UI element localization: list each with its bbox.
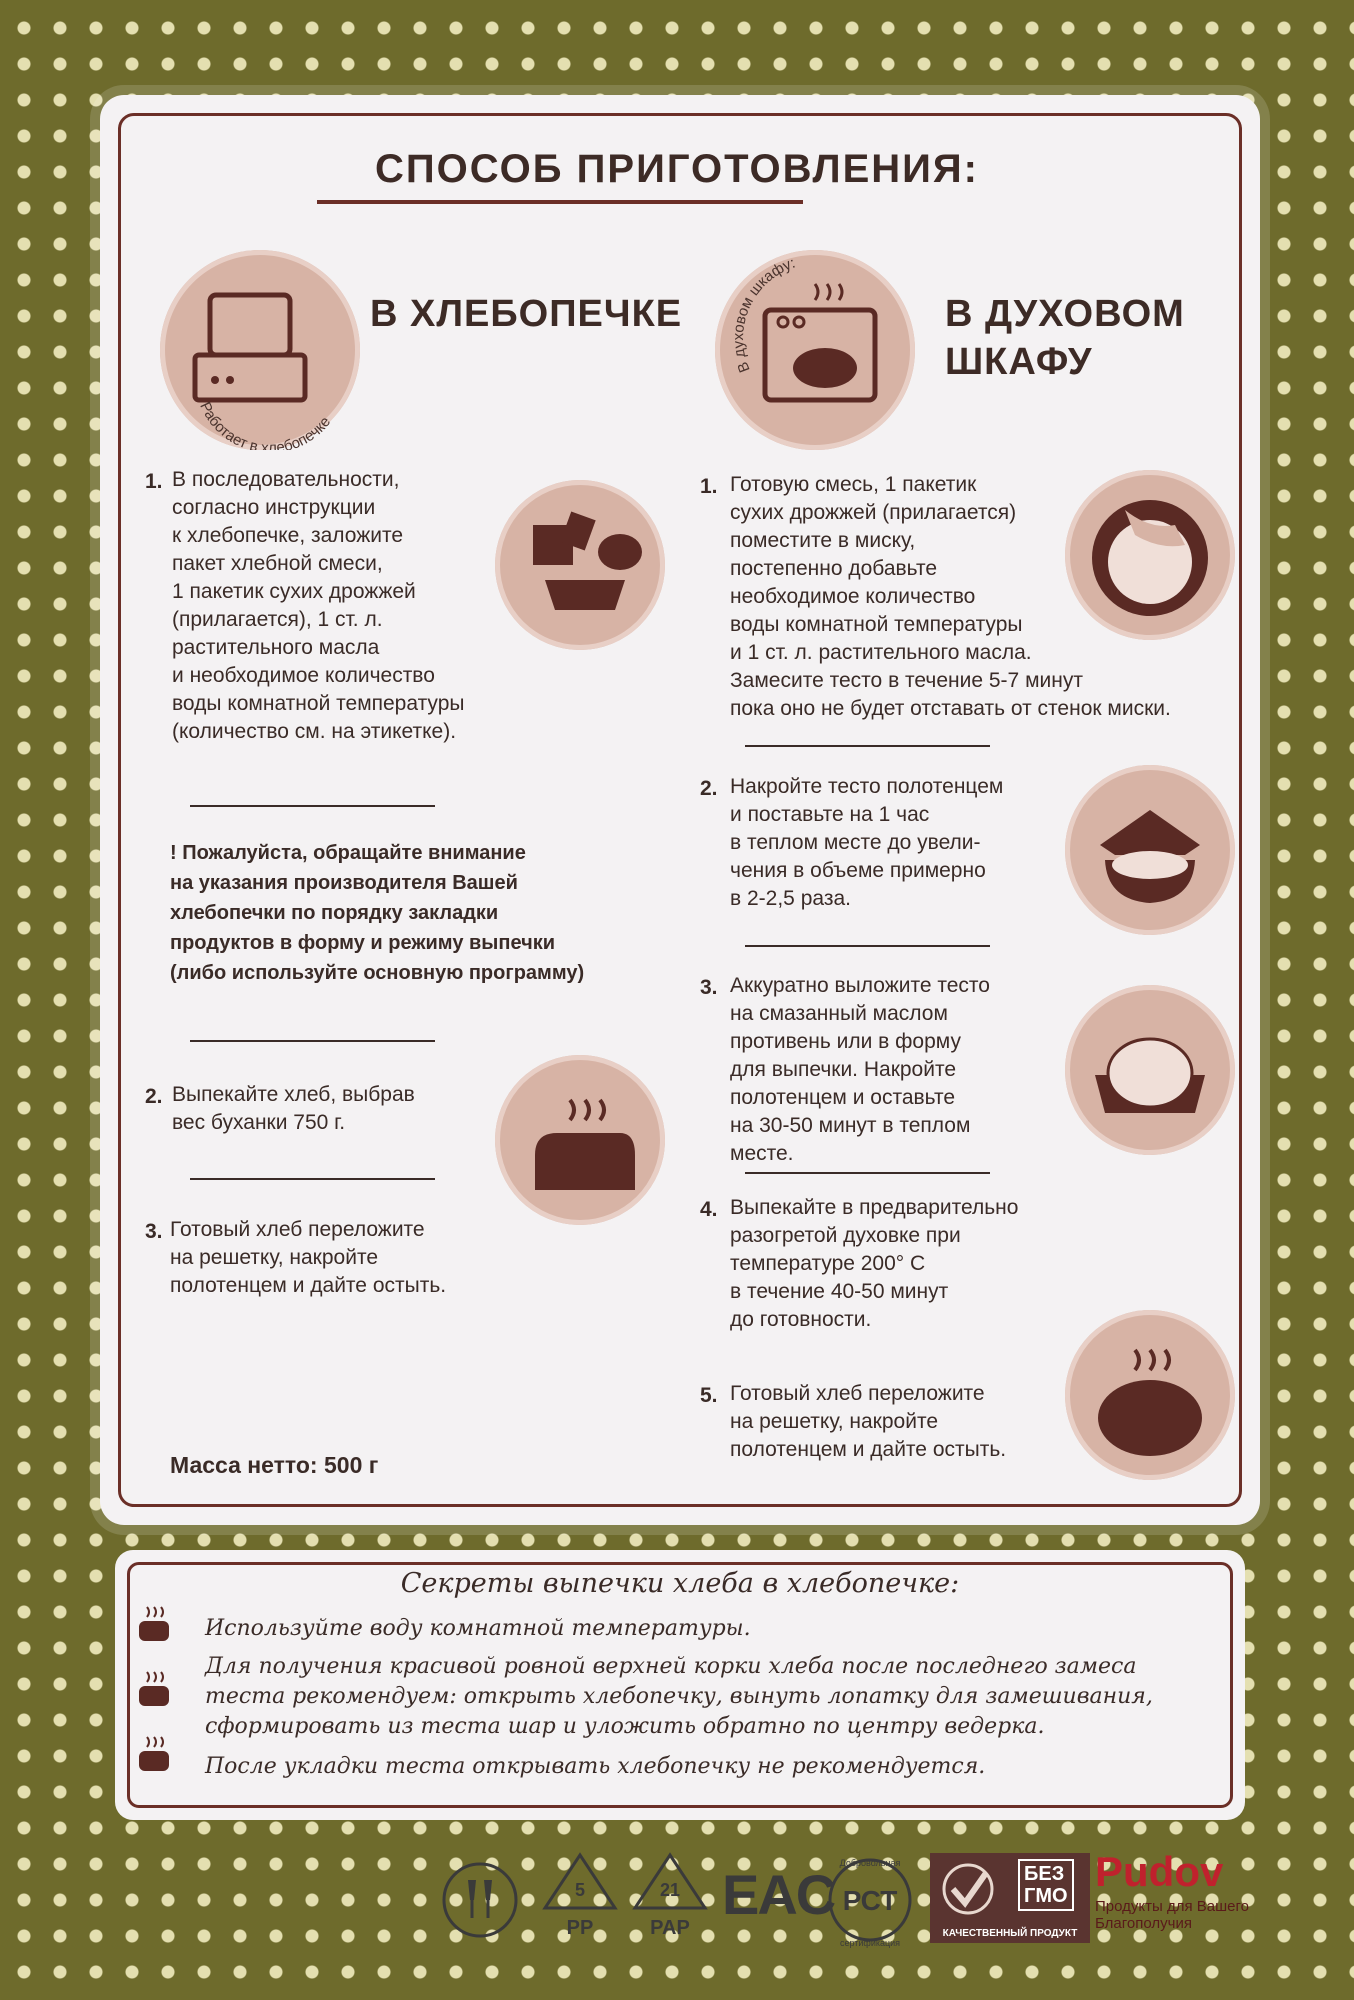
secret-item-2: Для получения красивой ровной верхней корки хлеба после последнего замеса теста рекомендуем: открыть хлебопечку, вынуть лопатку для замешивания, сформировать из теста шар и уложить обратно по центру ведерка. xyxy=(205,1654,1153,1739)
oven-icon xyxy=(715,250,915,450)
oven-step-2-text: Накройте тесто полотенцем и поставьте на 1 час в теплом месте до увели- чения в объеме примерно в 2-2,5 раза. xyxy=(730,775,1004,910)
gmo-free-text: БЕЗ ГМО xyxy=(1018,1859,1074,1911)
recycle-pap-number: 21 xyxy=(659,1880,681,1900)
bm-note: ! Пожалуйста, обращайте внимание на указания производителя Вашей хлебопечки по порядку закладки продуктов в форму и режиму выпечки (либо используйте основную программу) xyxy=(170,842,585,984)
loaf-bullet-icon xyxy=(135,1735,175,1775)
oven-divider-1 xyxy=(745,745,990,747)
oven-step-1-text: Готовую смесь, 1 пакетик сухих дрожжей (прилагается) поместите в миску, постепенно добавьте необходимое количество воды комнатной температуры и 1 ст. л. растительного масла. Замесите тесто в течение 5-7 минут пока оно не будет отставать от стенок миски. xyxy=(730,473,1171,720)
rst-mark xyxy=(820,1850,920,1950)
bm-step-3-text: Готовый хлеб переложите на решетку, накройте полотенцем и дайте остыть. xyxy=(170,1218,447,1297)
recycle-pp-mark xyxy=(540,1850,620,1940)
svg-text:Работает в хлебопечке xyxy=(196,399,334,450)
oven-step-3-image xyxy=(1065,985,1235,1155)
bread-machine-icon xyxy=(160,250,360,450)
kneading-icon xyxy=(1065,470,1235,640)
round-loaf-icon xyxy=(1065,1310,1235,1480)
rst-text: РСТ xyxy=(842,1885,898,1916)
bm-step-3-num: 3. xyxy=(145,1220,163,1243)
badge-text-oven: В духовом шкафу: xyxy=(730,254,798,375)
bm-step-2-image xyxy=(495,1055,665,1225)
bm-step-2-num: 2. xyxy=(145,1085,163,1108)
badge-text-bread-machine: Работает в хлебопечке xyxy=(196,399,335,450)
brand-logo: Pudov xyxy=(1095,1848,1224,1895)
recycle-pp-number: 5 xyxy=(574,1880,586,1900)
oven-step-1-num: 1. xyxy=(700,475,718,498)
recycle-pap-code: PAP xyxy=(650,1917,690,1939)
bm-step-2-text: Выпекайте хлеб, выбрав вес буханки 750 г. xyxy=(172,1083,415,1134)
bm-step-1-num: 1. xyxy=(145,470,163,493)
rst-seal-icon xyxy=(820,1850,920,1950)
oven-divider-2 xyxy=(745,945,990,947)
oven-label: В ДУХОВОМ ШКАФУ xyxy=(945,293,1185,383)
recycle-pp-code: PP xyxy=(566,1917,594,1939)
bread-machine-label: В ХЛЕБОПЕЧКЕ xyxy=(370,293,683,335)
secret-item-1: Используйте воду комнатной температуры. xyxy=(205,1616,751,1641)
recycle-icon xyxy=(630,1850,710,1912)
food-contact-icon xyxy=(440,1860,520,1940)
brand-tagline: Продукты для Вашего Благополучия xyxy=(1095,1898,1249,1932)
oven-step-3-num: 3. xyxy=(700,976,718,999)
gmo-free-mark xyxy=(930,1853,1090,1943)
quality-check-icon xyxy=(938,1859,1008,1919)
oven-step-4-text: Выпекайте в предварительно разогретой духовке при температуре 200° С в течение 40-50 минут до готовности. xyxy=(730,1196,1019,1331)
page-title: СПОСОБ ПРИГОТОВЛЕНИЯ: xyxy=(375,147,979,191)
loaf-icon xyxy=(495,1055,665,1225)
oven-step-5-image xyxy=(1065,1310,1235,1480)
quality-text: КАЧЕСТВЕННЫЙ ПРОДУКТ xyxy=(942,1928,1078,1939)
baking-tray-icon xyxy=(1065,985,1235,1155)
secret-item-3: После укладки теста открывать хлебопечку не рекомендуется. xyxy=(205,1754,986,1779)
bread-machine-badge xyxy=(160,250,360,450)
loaf-bullet-icon xyxy=(135,1670,175,1710)
loaf-bullet-icon xyxy=(135,1605,175,1645)
ingredients-icon xyxy=(495,480,665,650)
net-mass: Масса нетто: 500 г xyxy=(170,1452,379,1478)
title-underline xyxy=(317,200,803,204)
oven-step-4-num: 4. xyxy=(700,1198,718,1221)
rst-top-text: Добровольная xyxy=(839,1858,901,1868)
eac-mark: EAC xyxy=(722,1863,835,1926)
recycle-pap-mark xyxy=(630,1850,710,1940)
recycle-icon xyxy=(540,1850,620,1912)
secrets-title: Секреты выпечки хлеба в хлебопечке: xyxy=(400,1568,960,1599)
oven-step-5-num: 5. xyxy=(700,1384,718,1407)
bm-divider-3 xyxy=(190,1178,435,1180)
oven-badge xyxy=(715,250,915,450)
oven-step-2-image xyxy=(1065,765,1235,935)
oven-divider-3 xyxy=(745,1172,990,1174)
oven-step-1-image xyxy=(1065,470,1235,640)
bm-divider-2 xyxy=(190,1040,435,1042)
oven-step-3-text: Аккуратно выложите тесто на смазанный маслом противень или в форму для выпечки. Накройте полотенцем и оставьте на 30-50 минут в теплом месте. xyxy=(730,974,990,1165)
oven-step-5-text: Готовый хлеб переложите на решетку, накройте полотенцем и дайте остыть. xyxy=(730,1382,1007,1461)
covered-bowl-icon xyxy=(1065,765,1235,935)
bm-divider-1 xyxy=(190,805,435,807)
bm-step-1-image xyxy=(495,480,665,650)
bm-step-1-text: В последовательности, согласно инструкции к хлебопечке, заложите пакет хлебной смеси, 1 пакетик сухих дрожжей (прилагается), 1 ст. л. растительного масла и необходимое количество воды комнатной температуры (количество см. на этикетке). xyxy=(172,468,465,743)
oven-step-2-num: 2. xyxy=(700,777,718,800)
rst-bottom-text: сертификация xyxy=(839,1938,901,1948)
